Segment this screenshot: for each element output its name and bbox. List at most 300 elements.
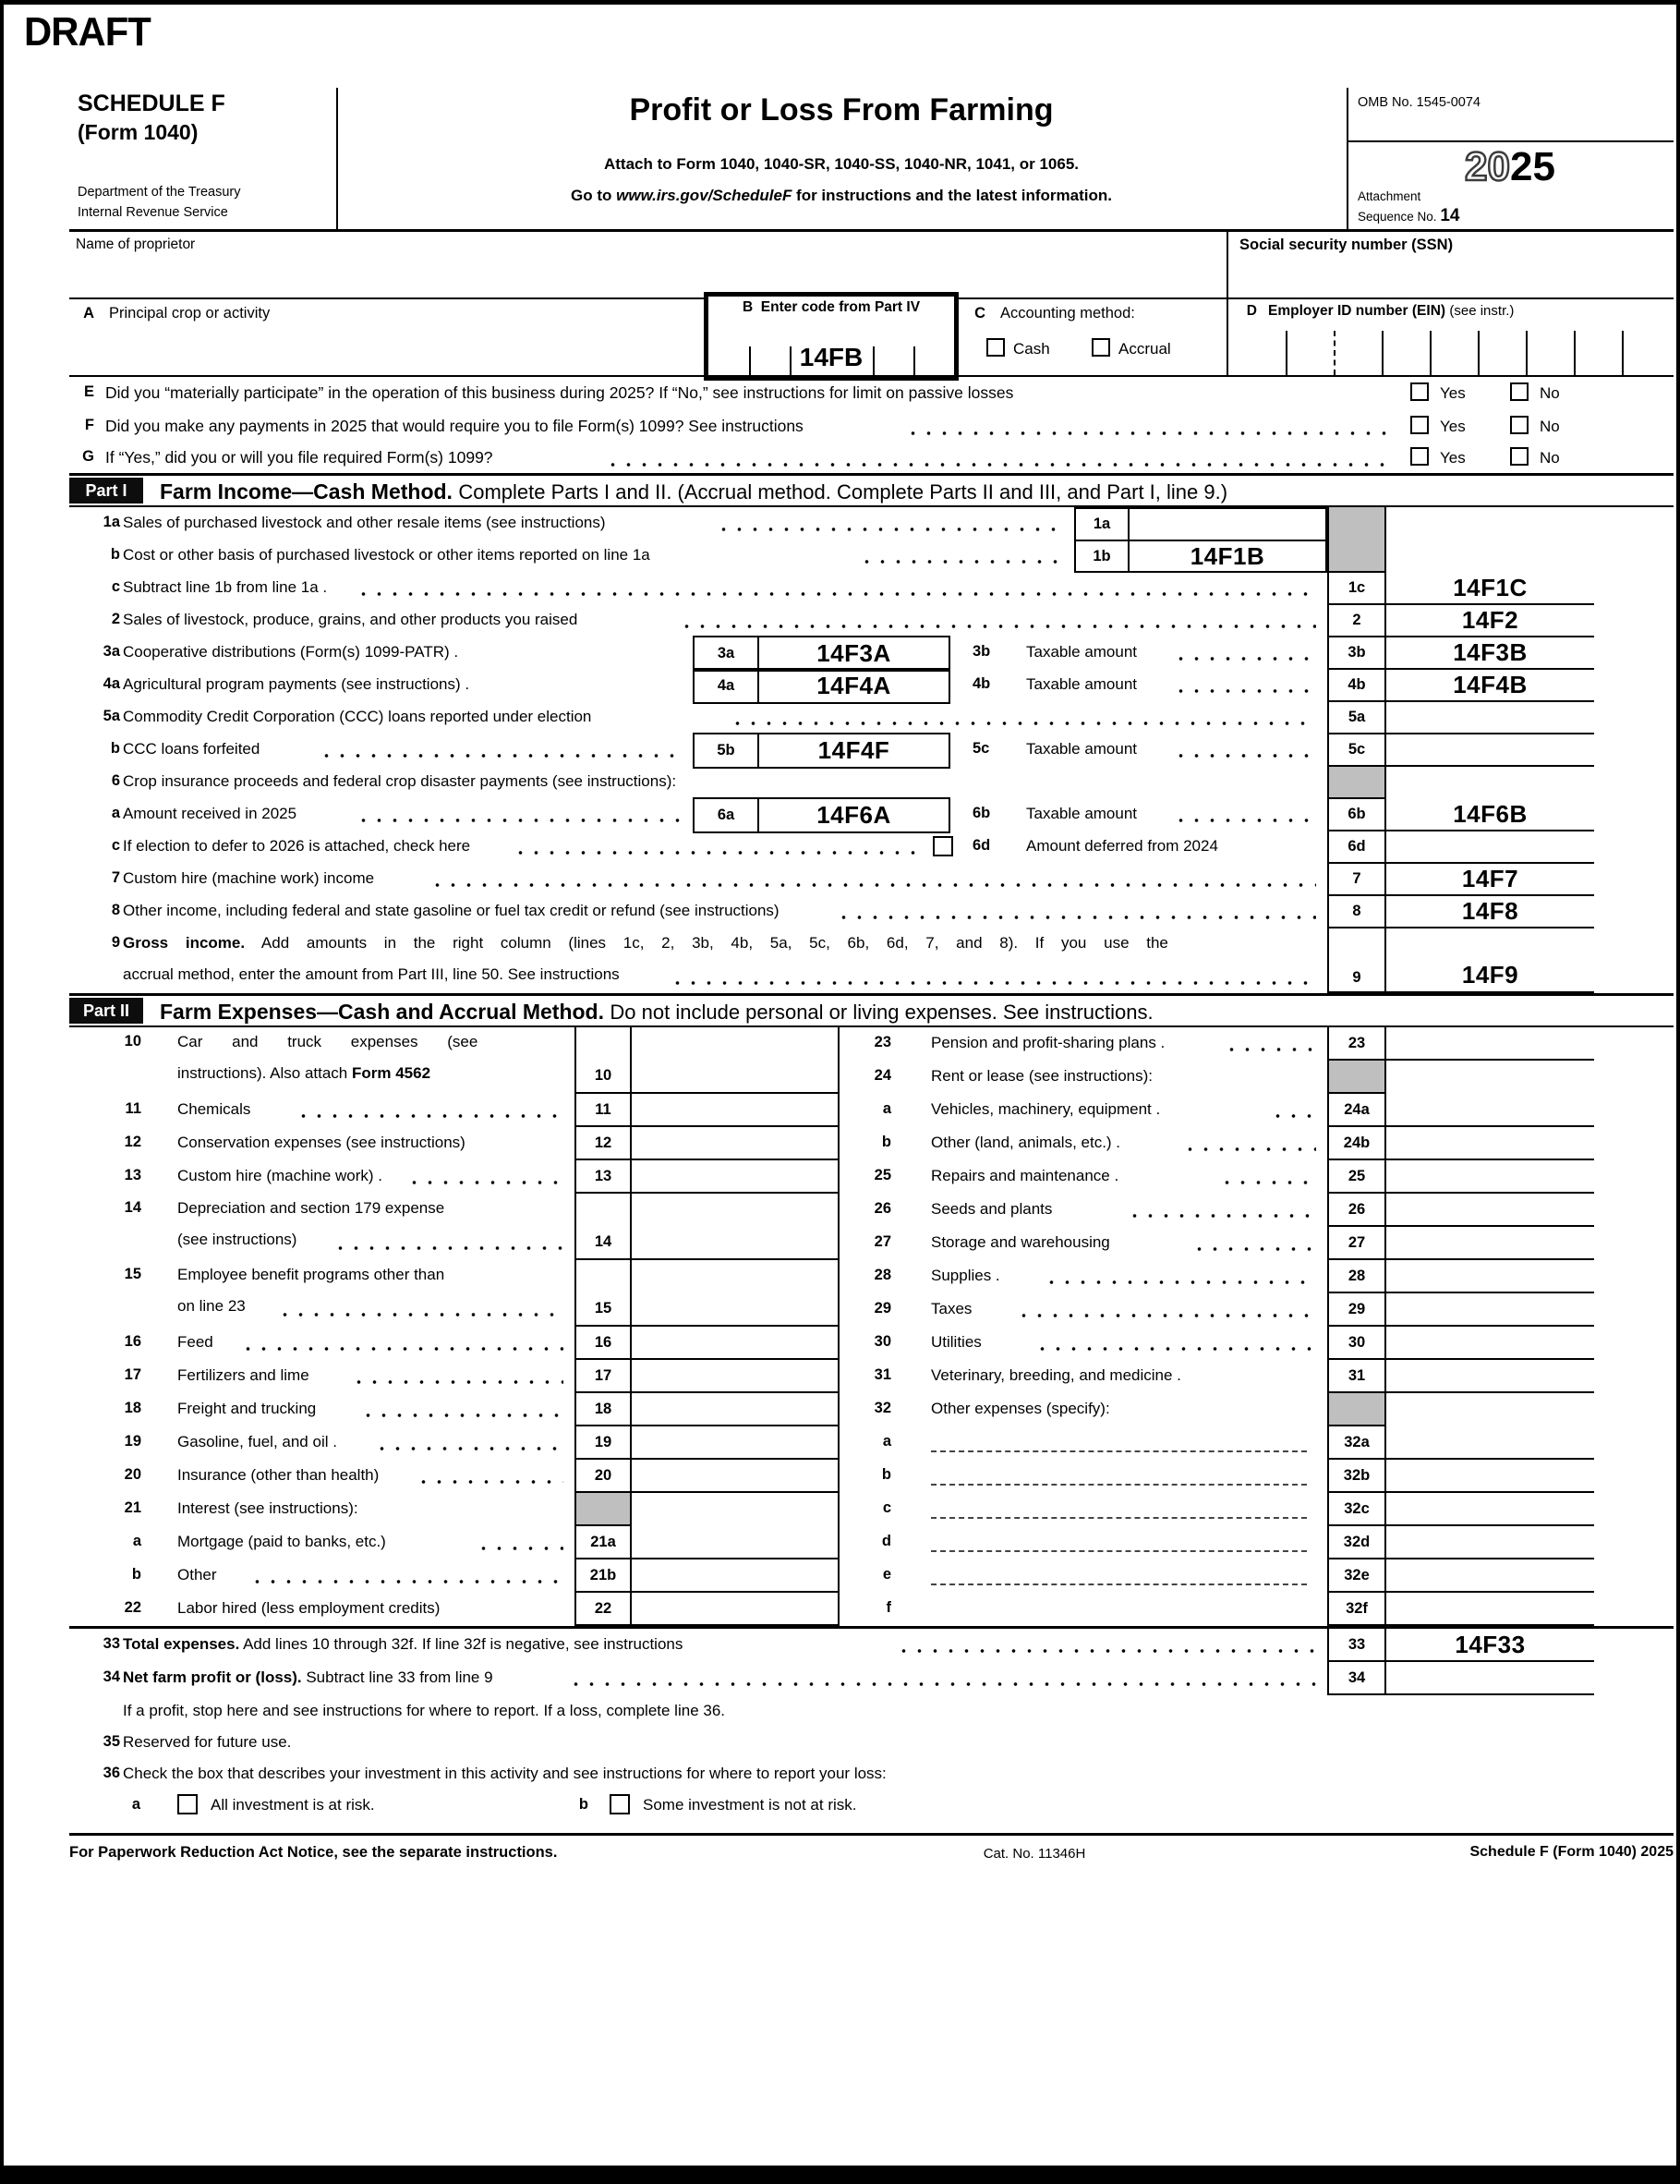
line-number: 17 bbox=[124, 1366, 141, 1383]
dot-leader bbox=[356, 818, 683, 823]
part1-badge: Part I bbox=[69, 478, 143, 504]
line-36-label: Check the box that describes your investment in this activity and see instructions for where to report your loss: bbox=[123, 1765, 887, 1782]
line-34-amount-input[interactable] bbox=[1386, 1662, 1594, 1695]
taxable-amount-label: Taxable amount bbox=[1026, 740, 1138, 758]
cash-checkbox-label: Cash bbox=[1013, 340, 1050, 358]
line-label: Crop insurance proceeds and federal crop disaster payments (see instructions): bbox=[123, 772, 677, 790]
question-e-yes-label: Yes bbox=[1440, 384, 1466, 402]
line-label: Labor hired (less employment credits) bbox=[177, 1599, 441, 1617]
line-25-amount-input[interactable] bbox=[1386, 1160, 1594, 1194]
ein-cell-tick bbox=[1622, 331, 1624, 375]
page-border-right bbox=[1676, 0, 1680, 2184]
line-label: Feed bbox=[177, 1333, 213, 1351]
question-e-yes-checkbox[interactable] bbox=[1410, 382, 1429, 401]
line-d-letter: D bbox=[1246, 303, 1257, 319]
line-14-box-number: 14 bbox=[574, 1194, 632, 1260]
line-6a-amount-input[interactable]: 14F6A bbox=[816, 801, 891, 829]
ein-cell-tick bbox=[1382, 331, 1384, 375]
line-label: Agricultural program payments (see instructions) . bbox=[123, 675, 470, 693]
line-30-box-number: 30 bbox=[1327, 1327, 1386, 1360]
line-32e-amount-input[interactable] bbox=[1386, 1559, 1594, 1593]
line-number: 25 bbox=[874, 1167, 891, 1183]
line-32-empty-cell bbox=[1386, 1393, 1594, 1426]
line-number: b bbox=[881, 1466, 891, 1483]
line-36ab-row bbox=[69, 1790, 1674, 1824]
dot-leader bbox=[1127, 1213, 1316, 1219]
line-label: CCC loans forfeited bbox=[123, 740, 260, 758]
line-34-label bbox=[123, 1668, 493, 1687]
line-number: a bbox=[882, 1100, 891, 1117]
goto-instruction bbox=[336, 187, 1347, 205]
line-number: b bbox=[131, 1566, 141, 1583]
line-6-empty-cell bbox=[1386, 767, 1594, 799]
line-label: Commodity Credit Corporation (CCC) loans reported under election bbox=[123, 708, 592, 725]
dot-leader bbox=[896, 1648, 1316, 1654]
line-label: Conservation expenses (see instructions) bbox=[177, 1134, 465, 1151]
line-35-label: Reserved for future use. bbox=[123, 1733, 292, 1751]
not-at-risk-checkbox[interactable] bbox=[610, 1794, 630, 1814]
ein-input[interactable] bbox=[1242, 329, 1667, 375]
line-1a-row bbox=[69, 508, 1674, 540]
line-4b-amount-input[interactable]: 14F4B bbox=[1386, 670, 1594, 702]
line-5b-amount-input[interactable]: 14F4F bbox=[817, 736, 890, 764]
line-6d-number: 6d bbox=[973, 837, 991, 854]
part1-title-bold: Farm Income—Cash Method. bbox=[160, 479, 453, 504]
dot-leader bbox=[1191, 1246, 1316, 1252]
part2-subtitle: Do not include personal or living expenses. See instructions. bbox=[610, 1001, 1154, 1024]
taxable-amount-label: Taxable amount bbox=[1026, 675, 1138, 693]
line-21b-box-number: 21b bbox=[574, 1559, 632, 1593]
line-33-box-number: 33 bbox=[1327, 1629, 1386, 1662]
line-number: 27 bbox=[874, 1233, 891, 1250]
at-risk-label: All investment is at risk. bbox=[211, 1796, 375, 1814]
ssn-divider bbox=[1227, 231, 1228, 297]
line-number: e bbox=[882, 1566, 891, 1583]
line-24b-row bbox=[69, 1127, 1674, 1160]
line1b-amount-input[interactable]: 14F1B bbox=[1190, 541, 1265, 570]
defer-election-checkbox[interactable] bbox=[933, 836, 953, 856]
line-number: 15 bbox=[124, 1266, 141, 1282]
line-number: 8 bbox=[111, 902, 120, 918]
line-9-label-line1: Add amounts in the right column (lines 1c, 2, 3b, 4b, 5a, 5c, 6b, 6d, 7, and 8). If you use the bbox=[260, 934, 1168, 952]
line-10-label-line1: Car and truck expenses (see bbox=[177, 1033, 478, 1050]
line-3b-number: 3b bbox=[973, 643, 991, 660]
line-32f-box-number: 32f bbox=[1327, 1593, 1386, 1626]
line-label: Sales of purchased livestock and other resale items (see instructions) bbox=[123, 514, 606, 531]
line-number: 14 bbox=[124, 1199, 141, 1216]
sequence-number: 14 bbox=[1440, 206, 1460, 225]
other-expense-description-input[interactable] bbox=[931, 1517, 1307, 1519]
line-30-amount-input[interactable] bbox=[1386, 1327, 1594, 1360]
year-bold-part: 25 bbox=[1510, 144, 1555, 189]
line-number: 20 bbox=[124, 1466, 141, 1483]
part-iv-code-value[interactable]: 14FB bbox=[799, 343, 864, 371]
line-14-label-line1: Depreciation and section 179 expense bbox=[177, 1199, 445, 1217]
line-5c-box-number: 5c bbox=[1327, 734, 1386, 767]
line-31-row bbox=[69, 1360, 1674, 1393]
line-32a-row bbox=[69, 1426, 1674, 1460]
line-3b-box-number: 3b bbox=[1327, 637, 1386, 670]
taxable-amount-label: Taxable amount bbox=[1026, 643, 1138, 661]
dot-leader bbox=[859, 559, 1067, 564]
line-25-row bbox=[69, 1160, 1674, 1194]
line-25-box-number: 25 bbox=[1327, 1160, 1386, 1194]
footer-rule bbox=[69, 1833, 1674, 1836]
line-14-label-line2: (see instructions) bbox=[177, 1231, 297, 1248]
line-number: b bbox=[881, 1134, 891, 1150]
line-24-shaded-cell bbox=[1327, 1061, 1386, 1094]
catalog-number: Cat. No. 11346H bbox=[983, 1846, 1086, 1862]
line-number: 24 bbox=[874, 1067, 891, 1084]
line-28-amount-input[interactable] bbox=[1386, 1260, 1594, 1293]
line-3a-entry-box bbox=[693, 636, 950, 672]
line-label: Vehicles, machinery, equipment . bbox=[931, 1100, 1161, 1118]
line-17-box-number: 17 bbox=[574, 1360, 632, 1393]
line-24a-row bbox=[69, 1094, 1674, 1127]
line-label: Cost or other basis of purchased livestock or other items reported on line 1a bbox=[123, 546, 650, 564]
at-risk-checkbox[interactable] bbox=[177, 1794, 198, 1814]
omb-number: OMB No. 1545-0074 bbox=[1358, 95, 1481, 110]
line-number: 16 bbox=[124, 1333, 141, 1350]
line-number: 13 bbox=[124, 1167, 141, 1183]
dot-leader bbox=[568, 1681, 1316, 1687]
dot-leader bbox=[1173, 818, 1316, 823]
line-4a-amount-input[interactable]: 14F4A bbox=[816, 672, 891, 699]
line-34-note: If a profit, stop here and see instructions for where to report. If a loss, complete line 36. bbox=[123, 1702, 726, 1719]
other-expense-description-input[interactable] bbox=[931, 1484, 1307, 1486]
line-label: If election to defer to 2026 is attached, check here bbox=[123, 837, 471, 855]
line-31-amount-input[interactable] bbox=[1386, 1360, 1594, 1393]
line1a-box-number: 1a bbox=[1076, 509, 1130, 541]
page-border-bottom bbox=[0, 2166, 1680, 2184]
line-label: Other bbox=[177, 1566, 217, 1583]
line-label: Other (land, animals, etc.) . bbox=[931, 1134, 1121, 1151]
line-3a-amount-input[interactable]: 14F3A bbox=[816, 639, 891, 667]
line-26-box-number: 26 bbox=[1327, 1194, 1386, 1227]
dot-leader bbox=[1034, 1346, 1316, 1352]
taxable-amount-label: Taxable amount bbox=[1026, 805, 1138, 822]
line-15-label-line2: on line 23 bbox=[177, 1297, 246, 1315]
line-b-letter: B bbox=[742, 299, 754, 315]
line-6b-box-number: 6b bbox=[1327, 799, 1386, 831]
line-6b-amount-input[interactable]: 14F6B bbox=[1386, 799, 1594, 831]
line-c-letter: C bbox=[974, 305, 985, 322]
line-number: 21 bbox=[124, 1499, 141, 1516]
cd-divider bbox=[1227, 297, 1228, 375]
line-34-note-row bbox=[69, 1698, 1674, 1729]
line-32e-row bbox=[69, 1559, 1674, 1593]
line-3b-amount-input[interactable]: 14F3B bbox=[1386, 637, 1594, 670]
line-24b-amount-input[interactable] bbox=[1386, 1127, 1594, 1160]
part1-header-bar bbox=[69, 473, 1674, 507]
line-32c-amount-input[interactable] bbox=[1386, 1493, 1594, 1526]
row-question-f bbox=[69, 410, 1674, 443]
schedule-label: SCHEDULE F bbox=[78, 91, 225, 116]
line-35-row bbox=[69, 1729, 1674, 1761]
dot-leader bbox=[356, 591, 1316, 597]
question-e-no-label: No bbox=[1540, 384, 1560, 402]
line-34-label-rest: Subtract line 33 from line 9 bbox=[301, 1668, 493, 1686]
line-number: a bbox=[132, 1533, 141, 1549]
line-27-amount-input[interactable] bbox=[1386, 1227, 1594, 1260]
line-label: Fertilizers and lime bbox=[177, 1366, 309, 1384]
ssn-label: Social security number (SSN) bbox=[1239, 237, 1454, 253]
accrual-checkbox[interactable] bbox=[1092, 338, 1110, 357]
line-label: Pension and profit-sharing plans . bbox=[931, 1034, 1166, 1051]
line-number: 36 bbox=[103, 1765, 120, 1781]
dot-leader bbox=[905, 431, 1395, 436]
line-32-row bbox=[69, 1393, 1674, 1426]
line-23-amount-input[interactable] bbox=[1386, 1027, 1594, 1061]
line-5c-amount-input[interactable] bbox=[1386, 734, 1594, 767]
line-34-bold-label: Net farm profit or (loss). bbox=[123, 1668, 302, 1686]
header-bottom-rule bbox=[69, 229, 1674, 232]
question-f-yes-label: Yes bbox=[1440, 418, 1466, 435]
line-5b-box-number: 5b bbox=[695, 734, 759, 767]
line-32a-box-number: 32a bbox=[1327, 1426, 1386, 1460]
irs-url-link[interactable]: www.irs.gov/ScheduleF bbox=[616, 187, 792, 204]
line-number: 4a bbox=[103, 675, 120, 692]
line-33-amount-input[interactable]: 14F33 bbox=[1386, 1629, 1594, 1662]
question-e-text: Did you “materially participate” in the operation of this business during 2025? If “No,” see instructions for limit on passive losses bbox=[105, 383, 1014, 402]
question-g-no-checkbox[interactable] bbox=[1510, 447, 1529, 466]
line-10-box-number: 10 bbox=[574, 1027, 632, 1094]
line-number: 18 bbox=[124, 1400, 141, 1416]
line-number: b bbox=[110, 546, 120, 563]
line-number: a bbox=[882, 1433, 891, 1450]
line-label: Custom hire (machine work) income bbox=[123, 869, 375, 887]
line-32c-box-number: 32c bbox=[1327, 1493, 1386, 1526]
line-6c-row bbox=[69, 831, 1674, 864]
line-label: Insurance (other than health) bbox=[177, 1466, 380, 1484]
question-g-yes-checkbox[interactable] bbox=[1410, 447, 1429, 466]
line-32d-amount-input[interactable] bbox=[1386, 1526, 1594, 1559]
dept-treasury-label: Department of the Treasury bbox=[78, 185, 241, 200]
dot-leader bbox=[1182, 1147, 1316, 1152]
line-5a-amount-input[interactable] bbox=[1386, 702, 1594, 734]
ssn-input[interactable] bbox=[1239, 259, 1646, 294]
line-f-letter: F bbox=[84, 417, 94, 433]
deferred-amount-label: Amount deferred from 2024 bbox=[1026, 837, 1218, 855]
proprietor-name-input[interactable] bbox=[76, 257, 1212, 294]
line-32b-amount-input[interactable] bbox=[1386, 1460, 1594, 1493]
accrual-checkbox-label: Accrual bbox=[1118, 340, 1171, 358]
line-label: Mortgage (paid to banks, etc.) bbox=[177, 1533, 386, 1550]
line-label: Veterinary, breeding, and medicine . bbox=[931, 1366, 1181, 1384]
line-32f-amount-input[interactable] bbox=[1386, 1593, 1594, 1626]
line-number: 9 bbox=[111, 934, 120, 951]
question-e-no-checkbox[interactable] bbox=[1510, 382, 1529, 401]
line-6d-box-number: 6d bbox=[1327, 831, 1386, 864]
dot-leader bbox=[679, 624, 1316, 629]
line-26-amount-input[interactable] bbox=[1386, 1194, 1594, 1227]
goto-suffix: for instructions and the latest information. bbox=[792, 187, 1112, 204]
line-label: Supplies . bbox=[931, 1267, 1000, 1284]
line-9-amount-input[interactable]: 14F9 bbox=[1386, 928, 1594, 993]
dot-leader bbox=[319, 753, 683, 758]
line-number: 12 bbox=[124, 1134, 141, 1150]
line-6d-amount-input[interactable] bbox=[1386, 831, 1594, 864]
question-g-no-label: No bbox=[1540, 449, 1560, 467]
line-number: 34 bbox=[103, 1668, 120, 1685]
line-6a-box-number: 6a bbox=[695, 799, 759, 831]
line-number: 22 bbox=[124, 1599, 141, 1616]
line-1c-amount-input[interactable]: 14F1C bbox=[1386, 573, 1594, 605]
line-1c-row bbox=[69, 573, 1674, 605]
line-33-label bbox=[123, 1635, 683, 1654]
line-1c-box-number: 1c bbox=[1327, 573, 1386, 605]
line-label: Freight and trucking bbox=[177, 1400, 317, 1417]
line-number: 11 bbox=[125, 1100, 141, 1117]
dot-leader bbox=[1270, 1113, 1316, 1119]
line-number: c bbox=[882, 1499, 891, 1516]
cash-checkbox[interactable] bbox=[986, 338, 1005, 357]
line-36b-letter: b bbox=[578, 1796, 588, 1813]
line-5c-number: 5c bbox=[973, 740, 990, 757]
dot-leader bbox=[836, 915, 1316, 920]
line-32c-row bbox=[69, 1493, 1674, 1526]
line-number: 26 bbox=[874, 1200, 891, 1217]
line-number: c bbox=[111, 578, 120, 595]
line-4-row bbox=[69, 670, 1674, 702]
line-4a-box-number: 4a bbox=[695, 670, 759, 702]
line-29-amount-input[interactable] bbox=[1386, 1293, 1594, 1327]
line-number: 32 bbox=[874, 1400, 891, 1416]
line-label: Interest (see instructions): bbox=[177, 1499, 358, 1517]
line-27-box-number: 27 bbox=[1327, 1227, 1386, 1260]
principal-crop-input[interactable] bbox=[109, 331, 663, 371]
line-32a-amount-input[interactable] bbox=[1386, 1426, 1594, 1460]
line-15-label-line1: Employee benefit programs other than bbox=[177, 1266, 445, 1283]
other-expense-description-input[interactable] bbox=[931, 1450, 1307, 1452]
line-32d-box-number: 32d bbox=[1327, 1526, 1386, 1559]
line-6-row bbox=[69, 767, 1674, 799]
line-2-amount-input[interactable]: 14F2 bbox=[1386, 605, 1594, 637]
line-32b-row bbox=[69, 1460, 1674, 1493]
line-34-row bbox=[69, 1662, 1674, 1695]
dot-leader bbox=[716, 527, 1067, 532]
line-7-amount-input[interactable]: 14F7 bbox=[1386, 864, 1594, 896]
question-f-no-checkbox[interactable] bbox=[1510, 416, 1529, 434]
question-g-yes-label: Yes bbox=[1440, 449, 1466, 467]
line-4b-box-number: 4b bbox=[1327, 670, 1386, 702]
other-expense-description-input[interactable] bbox=[931, 1583, 1307, 1585]
line-5a-row bbox=[69, 702, 1674, 734]
line-23-row bbox=[69, 1027, 1674, 1061]
sequence-label bbox=[1358, 206, 1459, 226]
line-number: 29 bbox=[874, 1300, 891, 1316]
line-32e-box-number: 32e bbox=[1327, 1559, 1386, 1593]
line-a-letter: A bbox=[83, 305, 94, 322]
line-label bbox=[123, 934, 1168, 952]
line-number: b bbox=[110, 740, 120, 757]
line-number: a bbox=[111, 805, 120, 821]
year-outline-part: 20 bbox=[1465, 144, 1510, 189]
line-6a-row bbox=[69, 799, 1674, 831]
dot-leader bbox=[1044, 1280, 1316, 1285]
line-24-empty-cell bbox=[1386, 1061, 1594, 1094]
line-label: Cooperative distributions (Form(s) 1099-PATR) . bbox=[123, 643, 459, 661]
line-15-box-number: 15 bbox=[574, 1260, 632, 1327]
draft-watermark: DRAFT bbox=[24, 9, 151, 55]
line-6b-number: 6b bbox=[973, 805, 991, 821]
line-33-label-rest: Add lines 10 through 32f. If line 32f is negative, see instructions bbox=[239, 1635, 683, 1653]
line-number: d bbox=[881, 1533, 891, 1549]
line-number: 19 bbox=[124, 1433, 141, 1450]
line-number: 6 bbox=[111, 772, 120, 789]
line-28-box-number: 28 bbox=[1327, 1260, 1386, 1293]
page-border-left bbox=[0, 0, 4, 2184]
other-expense-description-input[interactable] bbox=[931, 1550, 1307, 1552]
line-36-row bbox=[69, 1761, 1674, 1792]
row-question-e bbox=[69, 377, 1674, 410]
line-2-row bbox=[69, 605, 1674, 637]
part-iv-code-box[interactable] bbox=[704, 292, 959, 381]
line-30-row bbox=[69, 1327, 1674, 1360]
line-29-box-number: 29 bbox=[1327, 1293, 1386, 1327]
omb-divider bbox=[1347, 140, 1674, 142]
dot-leader bbox=[670, 980, 1316, 986]
line-29-row bbox=[69, 1293, 1674, 1327]
goto-prefix: Go to bbox=[571, 187, 617, 204]
line-32-shaded-cell bbox=[1327, 1393, 1386, 1426]
line-6-shaded-cell bbox=[1327, 767, 1386, 799]
line-label: Rent or lease (see instructions): bbox=[931, 1067, 1153, 1085]
line-8-row bbox=[69, 896, 1674, 928]
line-label: Repairs and maintenance . bbox=[931, 1167, 1119, 1184]
line-12-box-number: 12 bbox=[574, 1127, 632, 1160]
line-3-row bbox=[69, 637, 1674, 670]
line-18-box-number: 18 bbox=[574, 1393, 632, 1426]
ein-cell-tick bbox=[1574, 331, 1576, 375]
line-number: 35 bbox=[103, 1733, 120, 1750]
line-6a-entry-box bbox=[693, 797, 950, 833]
line-label: Custom hire (machine work) . bbox=[177, 1167, 383, 1184]
line-24a-amount-input[interactable] bbox=[1386, 1094, 1594, 1127]
tax-year bbox=[1347, 144, 1674, 190]
ein-note: (see instr.) bbox=[1449, 303, 1515, 319]
ein-cell-tick bbox=[1478, 331, 1480, 375]
part2-header-bar bbox=[69, 993, 1674, 1027]
line-number: 10 bbox=[124, 1033, 141, 1050]
line-32b-box-number: 32b bbox=[1327, 1460, 1386, 1493]
line-number: 3a bbox=[103, 643, 120, 660]
line-8-amount-input[interactable]: 14F8 bbox=[1386, 896, 1594, 928]
line-33-row bbox=[69, 1629, 1674, 1662]
line-label: Taxes bbox=[931, 1300, 973, 1317]
line-10-label-line2a: instructions). Also attach bbox=[177, 1064, 352, 1082]
line-21a-box-number: 21a bbox=[574, 1526, 632, 1559]
line-5b-entry-box bbox=[693, 733, 950, 769]
attachment-label: Attachment bbox=[1358, 189, 1421, 203]
part2-badge: Part II bbox=[69, 998, 143, 1024]
line-31-box-number: 31 bbox=[1327, 1360, 1386, 1393]
form-footer-id: Schedule F (Form 1040) 2025 bbox=[1469, 1844, 1674, 1860]
question-f-yes-checkbox[interactable] bbox=[1410, 416, 1429, 434]
line-23-box-number: 23 bbox=[1327, 1027, 1386, 1061]
line-number: c bbox=[111, 837, 120, 854]
line-label: Other income, including federal and state gasoline or fuel tax credit or refund (see instructions) bbox=[123, 902, 780, 919]
dot-leader bbox=[1016, 1313, 1316, 1318]
line-2-box-number: 2 bbox=[1327, 605, 1386, 637]
line-number: 5a bbox=[103, 708, 120, 724]
line-label: Storage and warehousing bbox=[931, 1233, 1110, 1251]
form-label: (Form 1040) bbox=[78, 120, 199, 144]
form-4562-label: Form 4562 bbox=[351, 1064, 431, 1082]
line-24b-box-number: 24b bbox=[1327, 1127, 1386, 1160]
line-7-box-number: 7 bbox=[1327, 864, 1386, 896]
dot-leader bbox=[1173, 656, 1316, 661]
